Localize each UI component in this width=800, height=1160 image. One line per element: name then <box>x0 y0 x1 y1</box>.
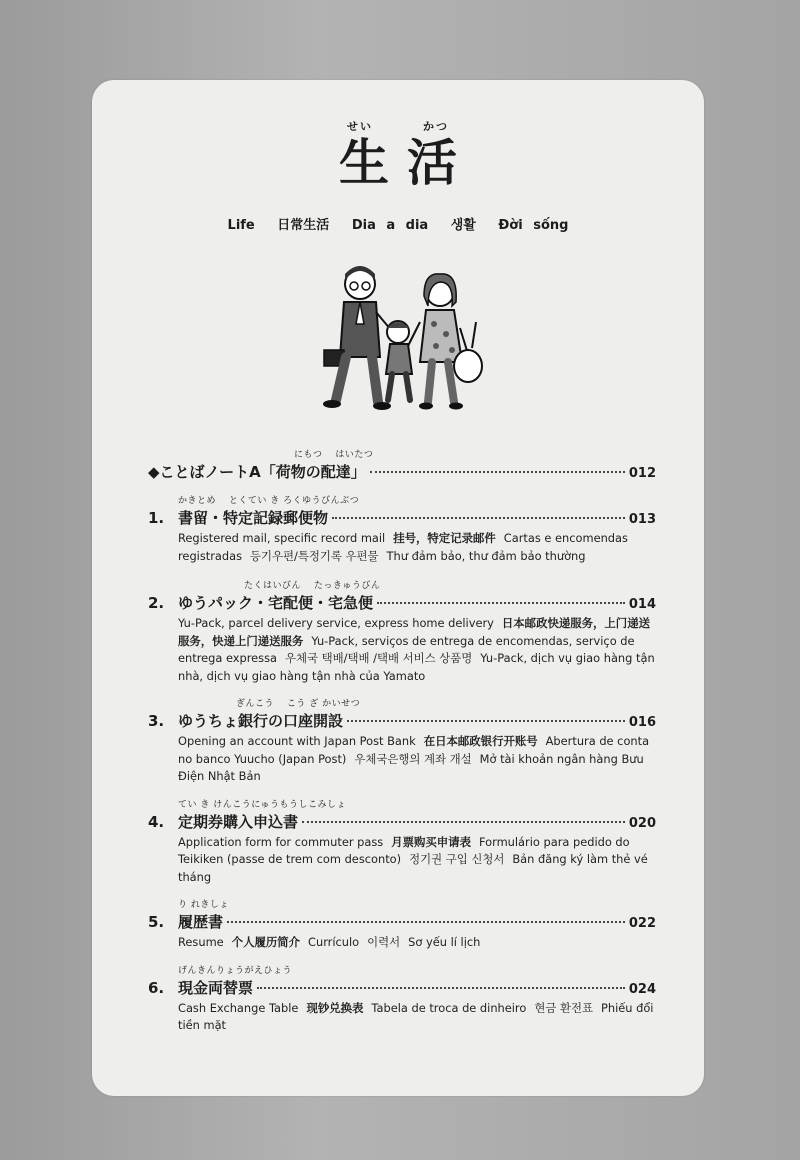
desc-ko: 우체국은행의 계좌 개설 <box>354 751 472 766</box>
desc-pt: Tabela de troca de dinheiro <box>371 1000 527 1015</box>
entry-furigana: てい き けんこうにゅうもうしこみしょ <box>178 799 347 810</box>
translation-pt: Dia a dia <box>351 218 429 233</box>
entry-description <box>178 934 656 952</box>
entry-title: 履歴書 <box>178 913 224 931</box>
desc-zh: 日本邮政快递服务，上门递送服务，快递上门递送服务 <box>178 616 650 648</box>
table-of-contents <box>148 450 656 1035</box>
title-translations <box>92 214 704 233</box>
translation-en: Life <box>227 218 255 233</box>
content-panel <box>92 80 704 1096</box>
desc-zh: 月票购买申请表 <box>391 834 471 849</box>
entry-page: 016 <box>628 715 656 730</box>
desc-ko: 정기권 구입 신청서 <box>409 852 505 866</box>
toc-entry-1[interactable] <box>148 496 656 565</box>
title-block <box>92 118 704 194</box>
entry-a-furigana: にもつ はいたつ <box>294 450 374 460</box>
dot-leader <box>377 602 625 604</box>
entry-title: 定期券購入申込書 <box>178 812 299 831</box>
translation-ko: 생활 <box>450 218 476 233</box>
page-title: 生活 <box>339 134 475 192</box>
translation-vi: Đời sống <box>498 218 569 233</box>
desc-ko: 등기우편/특정기록 우편물 <box>250 548 379 563</box>
entry-a-page: 012 <box>628 466 656 481</box>
desc-zh: 在日本邮政银行开账号 <box>423 734 538 748</box>
furigana-katsu: かつ <box>423 120 449 133</box>
entry-page: 013 <box>628 512 656 527</box>
toc-entry-4[interactable] <box>148 800 656 887</box>
toc-entry-6[interactable] <box>148 966 656 1035</box>
desc-pt: Abertura de conta no banco Yuucho (Japan Post) <box>178 734 650 766</box>
desc-vi: Mở tài khoản ngân hàng Bưu Điện Nhật Bản <box>178 751 644 783</box>
toc-entry-note-a[interactable] <box>148 450 656 482</box>
dot-leader <box>332 517 625 519</box>
entry-description <box>178 834 656 887</box>
desc-en: Yu-Pack, parcel delivery service, express home delivery <box>178 616 494 630</box>
entry-furigana: げんきんりょうがえひょう <box>178 965 293 976</box>
desc-zh: 挂号，特定记录邮件 <box>393 531 496 545</box>
desc-vi: Yu-Pack, dịch vụ giao hàng tận nhà, dịch vụ giao hàng tận nhà của Yamato <box>178 651 655 683</box>
entry-a-title: ◆ことばノートA「荷物の配達」 <box>148 463 366 481</box>
desc-vi: Thư đảm bảo, thư đảm bảo thường <box>386 548 586 563</box>
family-walking-illustration <box>316 262 486 418</box>
entry-number: 6. <box>148 978 165 997</box>
entry-page: 020 <box>628 815 656 831</box>
desc-pt: Currículo <box>308 935 360 949</box>
desc-pt: Formulário para pedido do Teikiken (passe de trem com desconto) <box>178 834 630 866</box>
desc-vi: Bản đăng ký làm thẻ vé tháng <box>178 852 648 884</box>
entry-furigana: ぎんこう こう ざ かいせつ <box>236 699 361 709</box>
translation-zh: 日常生活 <box>277 218 330 233</box>
desc-vi: Sơ yếu lí lịch <box>408 935 481 949</box>
desc-ko: 현금 환전표 <box>534 1000 593 1015</box>
desc-pt: Cartas e encomendas registradas <box>178 531 628 563</box>
title-furigana <box>92 118 704 132</box>
toc-entry-2[interactable] <box>148 581 656 685</box>
dot-leader <box>302 821 625 823</box>
desc-en: Cash Exchange Table <box>178 1000 299 1015</box>
entry-description <box>178 615 656 685</box>
dot-leader <box>227 921 625 923</box>
toc-entry-3[interactable] <box>148 699 656 786</box>
entry-title: ゆうちょ銀行の口座開設 <box>178 712 344 730</box>
entry-furigana: たくはいびん たっきゅうびん <box>244 581 381 591</box>
desc-ko: 이력서 <box>367 935 401 949</box>
dot-leader <box>257 987 625 989</box>
entry-furigana: かきとめ とくてい き ろくゆうびんぶつ <box>178 496 360 506</box>
desc-zh: 个人履历简介 <box>231 935 301 949</box>
entry-title: 現金両替票 <box>178 978 254 997</box>
desc-ko: 우체국 택배/택배 /택배 서비스 상품명 <box>285 651 473 665</box>
entry-title: ゆうパック・宅配便・宅急便 <box>178 594 374 612</box>
desc-en: Opening an account with Japan Post Bank <box>178 734 416 748</box>
dot-leader <box>347 720 625 722</box>
dot-leader <box>370 471 625 473</box>
entry-description <box>178 530 656 565</box>
entry-description <box>178 733 656 786</box>
entry-page: 024 <box>628 981 656 997</box>
entry-page: 022 <box>628 916 656 931</box>
entry-description <box>178 1000 656 1035</box>
toc-entry-5[interactable] <box>148 900 656 952</box>
entry-number: 2. <box>148 594 165 612</box>
entry-furigana: り れきしょ <box>178 900 229 910</box>
desc-pt: Yu-Pack, serviços de entrega de encomendas, serviço de entrega expressa <box>178 633 635 665</box>
furigana-sei: せい <box>347 120 373 133</box>
desc-en: Resume <box>178 935 224 949</box>
entry-number: 1. <box>148 509 165 527</box>
entry-page: 014 <box>628 597 656 612</box>
desc-vi: Phiếu đổi tiền mặt <box>178 1000 654 1032</box>
desc-zh: 现钞兑换表 <box>306 1000 364 1015</box>
desc-en: Registered mail, specific record mail <box>178 531 386 545</box>
entry-number: 3. <box>148 712 165 730</box>
entry-number: 4. <box>148 812 165 831</box>
entry-title: 書留・特定記録郵便物 <box>178 509 329 527</box>
entry-number: 5. <box>148 913 165 931</box>
desc-en: Application form for commuter pass <box>178 834 384 849</box>
